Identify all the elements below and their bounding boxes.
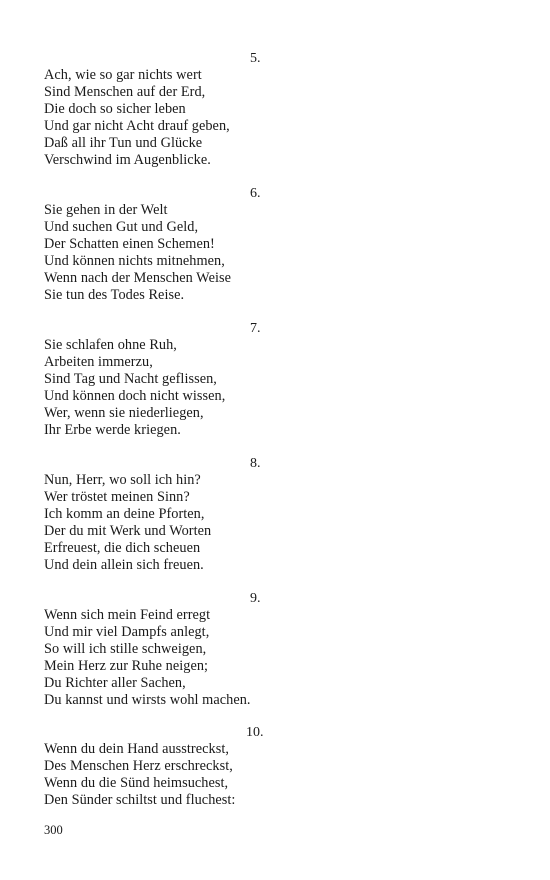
verse-line: Wenn du die Sünd heimsuchest, xyxy=(44,775,229,791)
verse-line: Nun, Herr, wo soll ich hin? xyxy=(44,472,201,488)
verse-line: Wer, wenn sie niederliegen, xyxy=(44,405,204,421)
stanza-number: 10. xyxy=(246,725,264,740)
stanza-lines xyxy=(44,337,225,439)
stanza-lines xyxy=(44,67,230,169)
verse-line: Wenn sich mein Feind erregt xyxy=(44,607,211,623)
verse-line: Und suchen Gut und Geld, xyxy=(44,219,199,235)
stanza-lines xyxy=(44,472,211,574)
verse-line: So will ich stille schweigen, xyxy=(44,641,207,657)
stanza-lines xyxy=(44,741,235,809)
verse-line: Verschwind im Augenblicke. xyxy=(44,152,211,168)
verse-line: Und dein allein sich freuen. xyxy=(44,557,204,573)
verse-line: Ihr Erbe werde kriegen. xyxy=(44,422,181,438)
verse-line: Ach, wie so gar nichts wert xyxy=(44,67,202,83)
stanza-number: 6. xyxy=(250,186,261,201)
verse-line: Der Schatten einen Schemen! xyxy=(44,236,215,252)
verse-line: Arbeiten immerzu, xyxy=(44,354,153,370)
verse-line: Mein Herz zur Ruhe neigen; xyxy=(44,658,209,674)
verse-line: Den Sünder schiltst und fluchest: xyxy=(44,792,236,808)
verse-line: Erfreuest, die dich scheuen xyxy=(44,540,201,556)
verse-line: Wenn du dein Hand ausstreckst, xyxy=(44,741,229,757)
verse-line: Die doch so sicher leben xyxy=(44,101,186,117)
verse-line: Und gar nicht Acht drauf geben, xyxy=(44,118,230,134)
verse-line: Du Richter aller Sachen, xyxy=(44,675,186,691)
verse-line: Wer tröstet meinen Sinn? xyxy=(44,489,190,505)
verse-line: Des Menschen Herz erschreckst, xyxy=(44,758,233,774)
verse-line: Ich komm an deine Pforten, xyxy=(44,506,205,522)
verse-line: Sind Tag und Nacht geflissen, xyxy=(44,371,217,387)
stanza-number: 5. xyxy=(250,51,261,66)
verse-line: Sind Menschen auf der Erd, xyxy=(44,84,206,100)
verse-line: Wenn nach der Menschen Weise xyxy=(44,270,232,286)
verse-line: Sie gehen in der Welt xyxy=(44,202,168,218)
verse-line: Sie schlafen ohne Ruh, xyxy=(44,337,177,353)
verse-line: Und können nichts mitnehmen, xyxy=(44,253,225,269)
stanza-lines xyxy=(44,607,251,709)
verse-line: Sie tun des Todes Reise. xyxy=(44,287,185,303)
stanza-lines xyxy=(44,202,231,304)
verse-line: Der du mit Werk und Worten xyxy=(44,523,212,539)
verse-line: Du kannst und wirsts wohl machen. xyxy=(44,692,251,708)
verse-line: Daß all ihr Tun und Glücke xyxy=(44,135,203,151)
verse-line: Und können doch nicht wissen, xyxy=(44,388,226,404)
page-number: 300 xyxy=(44,823,63,837)
stanza-number: 8. xyxy=(250,456,261,471)
verse-line: Und mir viel Dampfs anlegt, xyxy=(44,624,210,640)
stanza-number: 9. xyxy=(250,591,261,606)
stanza-number: 7. xyxy=(250,321,261,336)
